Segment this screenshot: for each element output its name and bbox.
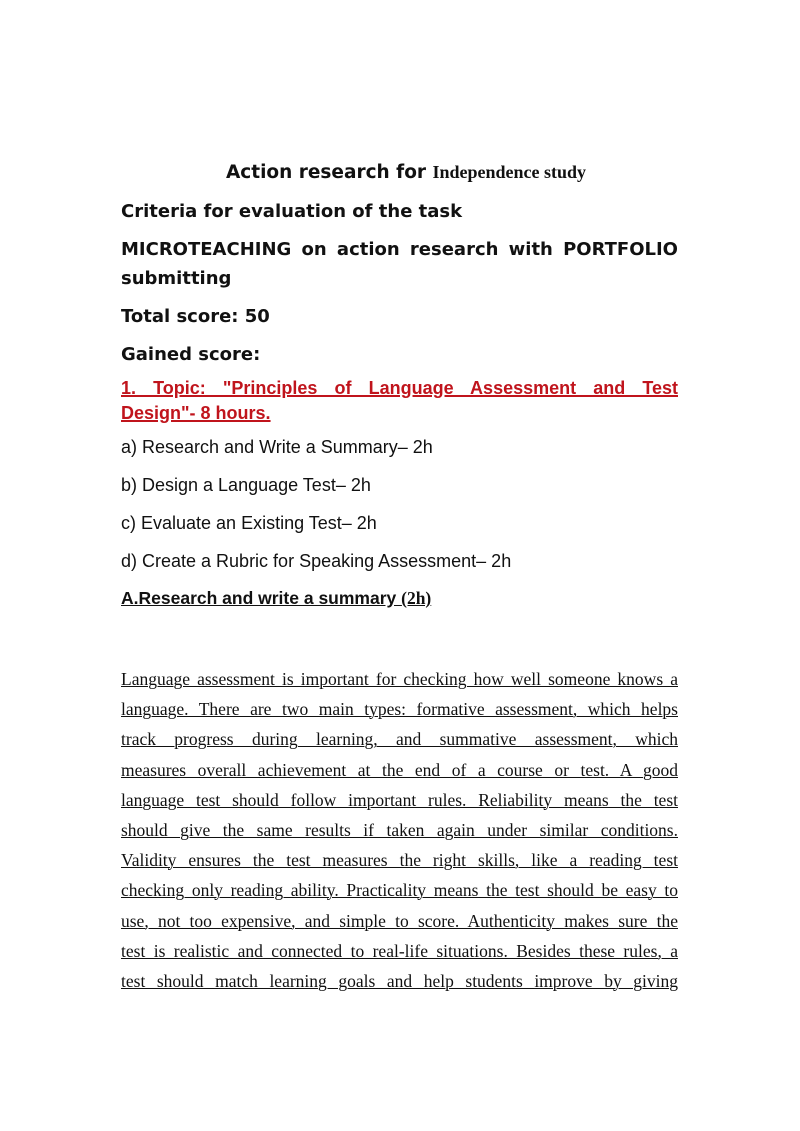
summary-line: language. There are two main types: formative assessment, which helps [121, 699, 678, 720]
task-item: c) Evaluate an Existing Test– 2h [121, 513, 377, 533]
task-item: d) Create a Rubric for Speaking Assessment– 2h [121, 551, 512, 571]
summary-line: track progress during learning, and summative assessment, which [121, 729, 678, 750]
document-title [0, 162, 800, 184]
summary-paragraph [121, 664, 678, 996]
gained-score: Gained score: [121, 344, 261, 365]
task-item: b) Design a Language Test– 2h [121, 475, 371, 495]
microteaching-line-1: MICROTEACHING on action research with PORTFOLIO [121, 239, 678, 260]
total-score: Total score: 50 [121, 306, 270, 327]
summary-line: language test should follow important rules. Reliability means the test [121, 789, 678, 810]
summary-line: test is realistic and connected to real-life situations. Besides these rules, a [121, 940, 678, 961]
title-main: Action research for [225, 162, 433, 183]
microteaching-line-2: submitting [121, 268, 232, 289]
summary-line: use, not too expensive, and simple to score. Authenticity makes sure the [121, 910, 678, 931]
section-heading-text: A.Research and write a summary [121, 588, 402, 608]
summary-line: Language assessment is important for checking how well someone knows a [121, 669, 678, 689]
criteria-heading: Criteria for evaluation of the task [121, 201, 463, 222]
summary-line: Validity ensures the test measures the right skills, like a reading test [121, 850, 678, 871]
title-suffix: Independence study [432, 162, 587, 182]
summary-line: should give the same results if taken again under similar conditions. [121, 819, 678, 840]
task-item: a) Research and Write a Summary– 2h [121, 437, 433, 457]
summary-line: measures overall achievement at the end of a course or test. A good [121, 759, 678, 780]
topic-line-2: Design"- 8 hours. [121, 403, 271, 423]
section-heading-duration: (2h) [401, 588, 432, 608]
section-heading [121, 588, 431, 609]
topic-line-1: 1. Topic: "Principles of Language Assessment and Test [121, 378, 678, 398]
microteaching-heading [121, 235, 678, 293]
summary-line: test should match learning goals and help students improve by giving [121, 970, 678, 991]
summary-line: checking only reading ability. Practicality means the test should be easy to [121, 880, 678, 901]
topic-heading [121, 376, 678, 426]
